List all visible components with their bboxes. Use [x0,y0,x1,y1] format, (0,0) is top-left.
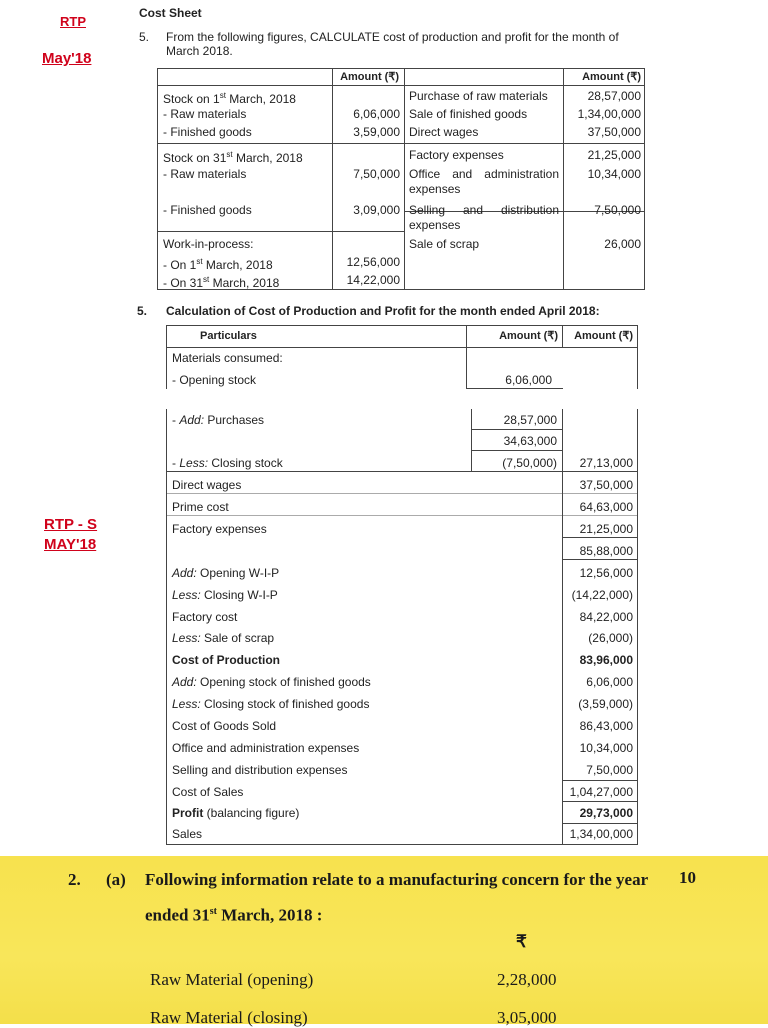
row-less-closing-wip-a2: (14,22,000) [571,588,633,602]
row-less-closing-fg-a2: (3,59,000) [578,697,633,711]
right-value-3: 21,25,000 [587,148,641,162]
row-less-closing-stock-a1: (7,50,000) [502,456,557,470]
row-materials-consumed: Materials consumed: [172,351,283,365]
bottom-item-0-value: 2,28,000 [497,970,557,989]
col-amount2: Amount (₹) [574,330,633,342]
row-less-sale-of-scrap: Less: Sale of scrap [172,631,275,645]
left-label-4: - Raw materials [163,167,247,181]
right-label-3: Factory expenses [409,148,504,162]
rupee-symbol: ₹ [516,932,527,951]
row-add-opening-fg-a2: 6,06,000 [586,675,633,689]
right-label-6: Sale of scrap [409,237,480,251]
may18-upper-tag: MAY'18 [44,536,97,553]
left-label-3: Stock on 31st March, 2018 [163,150,303,165]
right-value-2: 37,50,000 [587,125,641,139]
question-number: 5. [139,30,150,44]
row-add-opening-fg: Add: Opening stock of finished goods [172,675,371,689]
row-cost-of-production: Cost of Production [172,653,280,667]
solution-title: Calculation of Cost of Production and Profit for the month ended April 2018: [166,304,600,318]
may18-tag: May'18 [42,50,92,67]
left-label-6: Work-in-process: [163,237,254,251]
left-value-7: 12,56,000 [346,255,400,269]
row-sales-a2: 1,34,00,000 [569,827,633,841]
section-title: Cost Sheet [139,6,202,20]
right-label-5b: expenses [409,218,461,232]
solution-number: 5. [137,304,148,318]
row-sales: Sales [172,827,203,841]
row-add-purchases-a1: 28,57,000 [503,413,557,427]
row-selling-dist-a2: 7,50,000 [586,763,633,777]
row-factory-cost-a2: 84,22,000 [579,610,633,624]
row-profit: Profit (balancing figure) [172,806,300,820]
left-label-2: - Finished goods [163,125,252,139]
bottom-item-1-value: 3,05,000 [497,1008,557,1027]
row-factory-expenses: Factory expenses [172,522,267,536]
bottom-q-number: 2. [68,870,81,889]
right-label-4: Office and administration [409,167,559,181]
right-label-5: Selling and distribution [409,203,559,217]
question-text-line2: March 2018. [166,44,233,58]
problem-table [157,68,645,290]
rtp-s-tag: RTP - S [44,516,98,533]
bottom-q-text-line2: ended 31st March, 2018 : [145,905,323,925]
left-value-5: 3,09,000 [353,203,400,217]
bottom-question-page [0,856,768,1027]
row-subtotal-a1: 34,63,000 [503,434,557,448]
bottom-q-text-line1: Following information relate to a manufacturing concern for the year [145,870,649,889]
right-label-1: Sale of finished goods [409,107,528,121]
row-less-sale-of-scrap-a2: (26,000) [588,631,633,645]
row-direct-wages: Direct wages [172,478,242,492]
row-prime-cost: Prime cost [172,500,229,514]
right-value-5: 7,50,000 [594,203,641,217]
row-add-opening-wip-a2: 12,56,000 [579,566,633,580]
row-factory-cost: Factory cost [172,610,238,624]
row-less-closing-wip: Less: Closing W-I-P [172,588,278,602]
right-label-2: Direct wages [409,125,479,139]
row-cost-of-sales: Cost of Sales [172,785,244,799]
left-label-1: - Raw materials [163,107,247,121]
row-cost-of-production-a2: 83,96,000 [579,653,633,667]
right-value-6: 26,000 [604,237,641,251]
left-label-7: - On 1st March, 2018 [163,257,273,272]
row-office-admin-a2: 10,34,000 [579,741,633,755]
left-label-8: - On 31st March, 2018 [163,275,280,290]
left-label-5: - Finished goods [163,203,252,217]
left-value-1: 6,06,000 [353,107,400,121]
row-direct-wages-a2: 37,50,000 [579,478,633,492]
right-value-1: 1,34,00,000 [577,107,641,121]
row-selling-dist: Selling and distribution expenses [172,763,348,777]
amount-header-left: Amount (₹) [340,71,399,83]
row-cogs-a2: 86,43,000 [579,719,633,733]
row-factory-expenses-a2: 21,25,000 [579,522,633,536]
bottom-item-0-label: Raw Material (opening) [150,970,314,989]
left-value-8: 14,22,000 [346,273,400,287]
left-label-0: Stock on 1st March, 2018 [163,91,296,106]
row-cost-of-sales-a2: 1,04,27,000 [569,785,633,799]
bottom-q-part: (a) [106,870,126,889]
row-less-closing-fg: Less: Closing stock of finished goods [172,697,370,711]
bottom-item-1-label: Raw Material (closing) [150,1008,308,1027]
amount-header-right: Amount (₹) [582,71,641,83]
right-label-0: Purchase of raw materials [409,89,548,103]
col-particulars: Particulars [200,330,257,342]
row-less-closing-stock-a2: 27,13,000 [579,456,633,470]
row-opening-stock-a1: 6,06,000 [505,373,552,387]
left-value-2: 3,59,000 [353,125,400,139]
right-value-0: 28,57,000 [587,89,641,103]
row-prime-cost-a2: 64,63,000 [579,500,633,514]
row-subtotal2-a2: 85,88,000 [579,544,633,558]
right-label-4b: expenses [409,182,461,196]
question-text-line1: From the following figures, CALCULATE cost of production and profit for the month of [166,30,619,44]
right-value-4: 10,34,000 [587,167,641,181]
row-profit-a2: 29,73,000 [579,806,633,820]
col-amount1: Amount (₹) [499,330,558,342]
row-less-closing-stock: - Less: Closing stock [172,456,283,470]
solution-table [166,325,638,845]
row-cogs: Cost of Goods Sold [172,719,277,733]
left-value-4: 7,50,000 [353,167,400,181]
row-add-purchases: - Add: Purchases [172,413,265,427]
bottom-marks: 10 [679,868,696,887]
rtp-tag: RTP [60,14,86,29]
row-opening-stock: - Opening stock [172,373,257,387]
row-office-admin: Office and administration expenses [172,741,360,755]
row-add-opening-wip: Add: Opening W-I-P [172,566,280,580]
